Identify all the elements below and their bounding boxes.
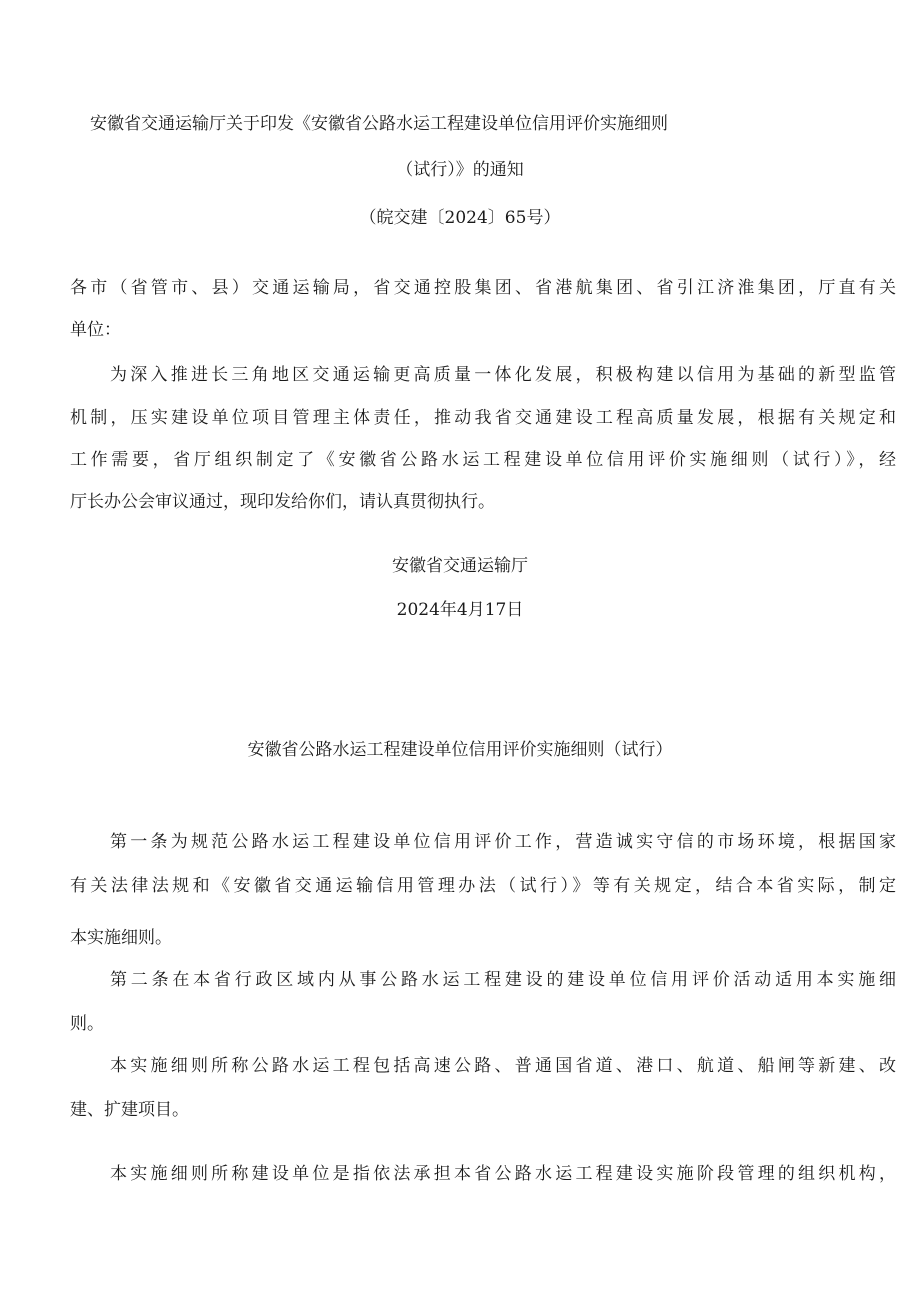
addressee-line-1: 各市（省管市、县）交通运输局，省交通控股集团、省港航集团、省引江济淮集团，厅直有关 [70,278,896,298]
para1-line-3: 工作需要，省厅组织制定了《安徽省公路水运工程建设单位信用评价实施细则（试行）》，经 [70,450,896,470]
issue-date: 2024年4月17日 [396,600,524,620]
para1-line-4: 厅长办公会审议通过，现印发给你们，请认真贯彻执行。 [70,492,495,512]
signature: 安徽省交通运输厅 [392,556,528,576]
unit-para-line-1: 本实施细则所称建设单位是指依法承担本省公路水运工程建设实施阶段管理的组织机构， [110,1164,896,1184]
para1-line-1: 为深入推进长三角地区交通运输更高质量一体化发展，积极构建以信用为基础的新型监管 [110,365,896,385]
notice-title-line-2: （试行）》的通知 [396,160,524,180]
scope-para-line-1: 本实施细则所称公路水运工程包括高速公路、普通国省道、港口、航道、船闸等新建、改 [110,1056,896,1076]
article1-line-3: 本实施细则。 [70,928,172,948]
doc-number: （皖交建〔2024〕65号） [359,208,561,228]
article2-line-1: 第二条在本省行政区域内从事公路水运工程建设的建设单位信用评价活动适用本实施细 [110,970,896,990]
article2-line-2: 则。 [70,1014,104,1034]
rules-title: 安徽省公路水运工程建设单位信用评价实施细则（试行） [247,740,673,760]
article1-line-2: 有关法律法规和《安徽省交通运输信用管理办法（试行）》等有关规定，结合本省实际，制定 [70,876,896,896]
article1-line-1: 第一条为规范公路水运工程建设单位信用评价工作，营造诚实守信的市场环境，根据国家 [110,832,896,852]
scope-para-line-2: 建、扩建项目。 [70,1100,189,1120]
addressee-line-2: 单位： [70,320,121,340]
notice-title-line-1: 安徽省交通运输厅关于印发《安徽省公路水运工程建设单位信用评价实施细则 [90,114,668,134]
para1-line-2: 机制，压实建设单位项目管理主体责任，推动我省交通建设工程高质量发展，根据有关规定和 [70,408,896,428]
